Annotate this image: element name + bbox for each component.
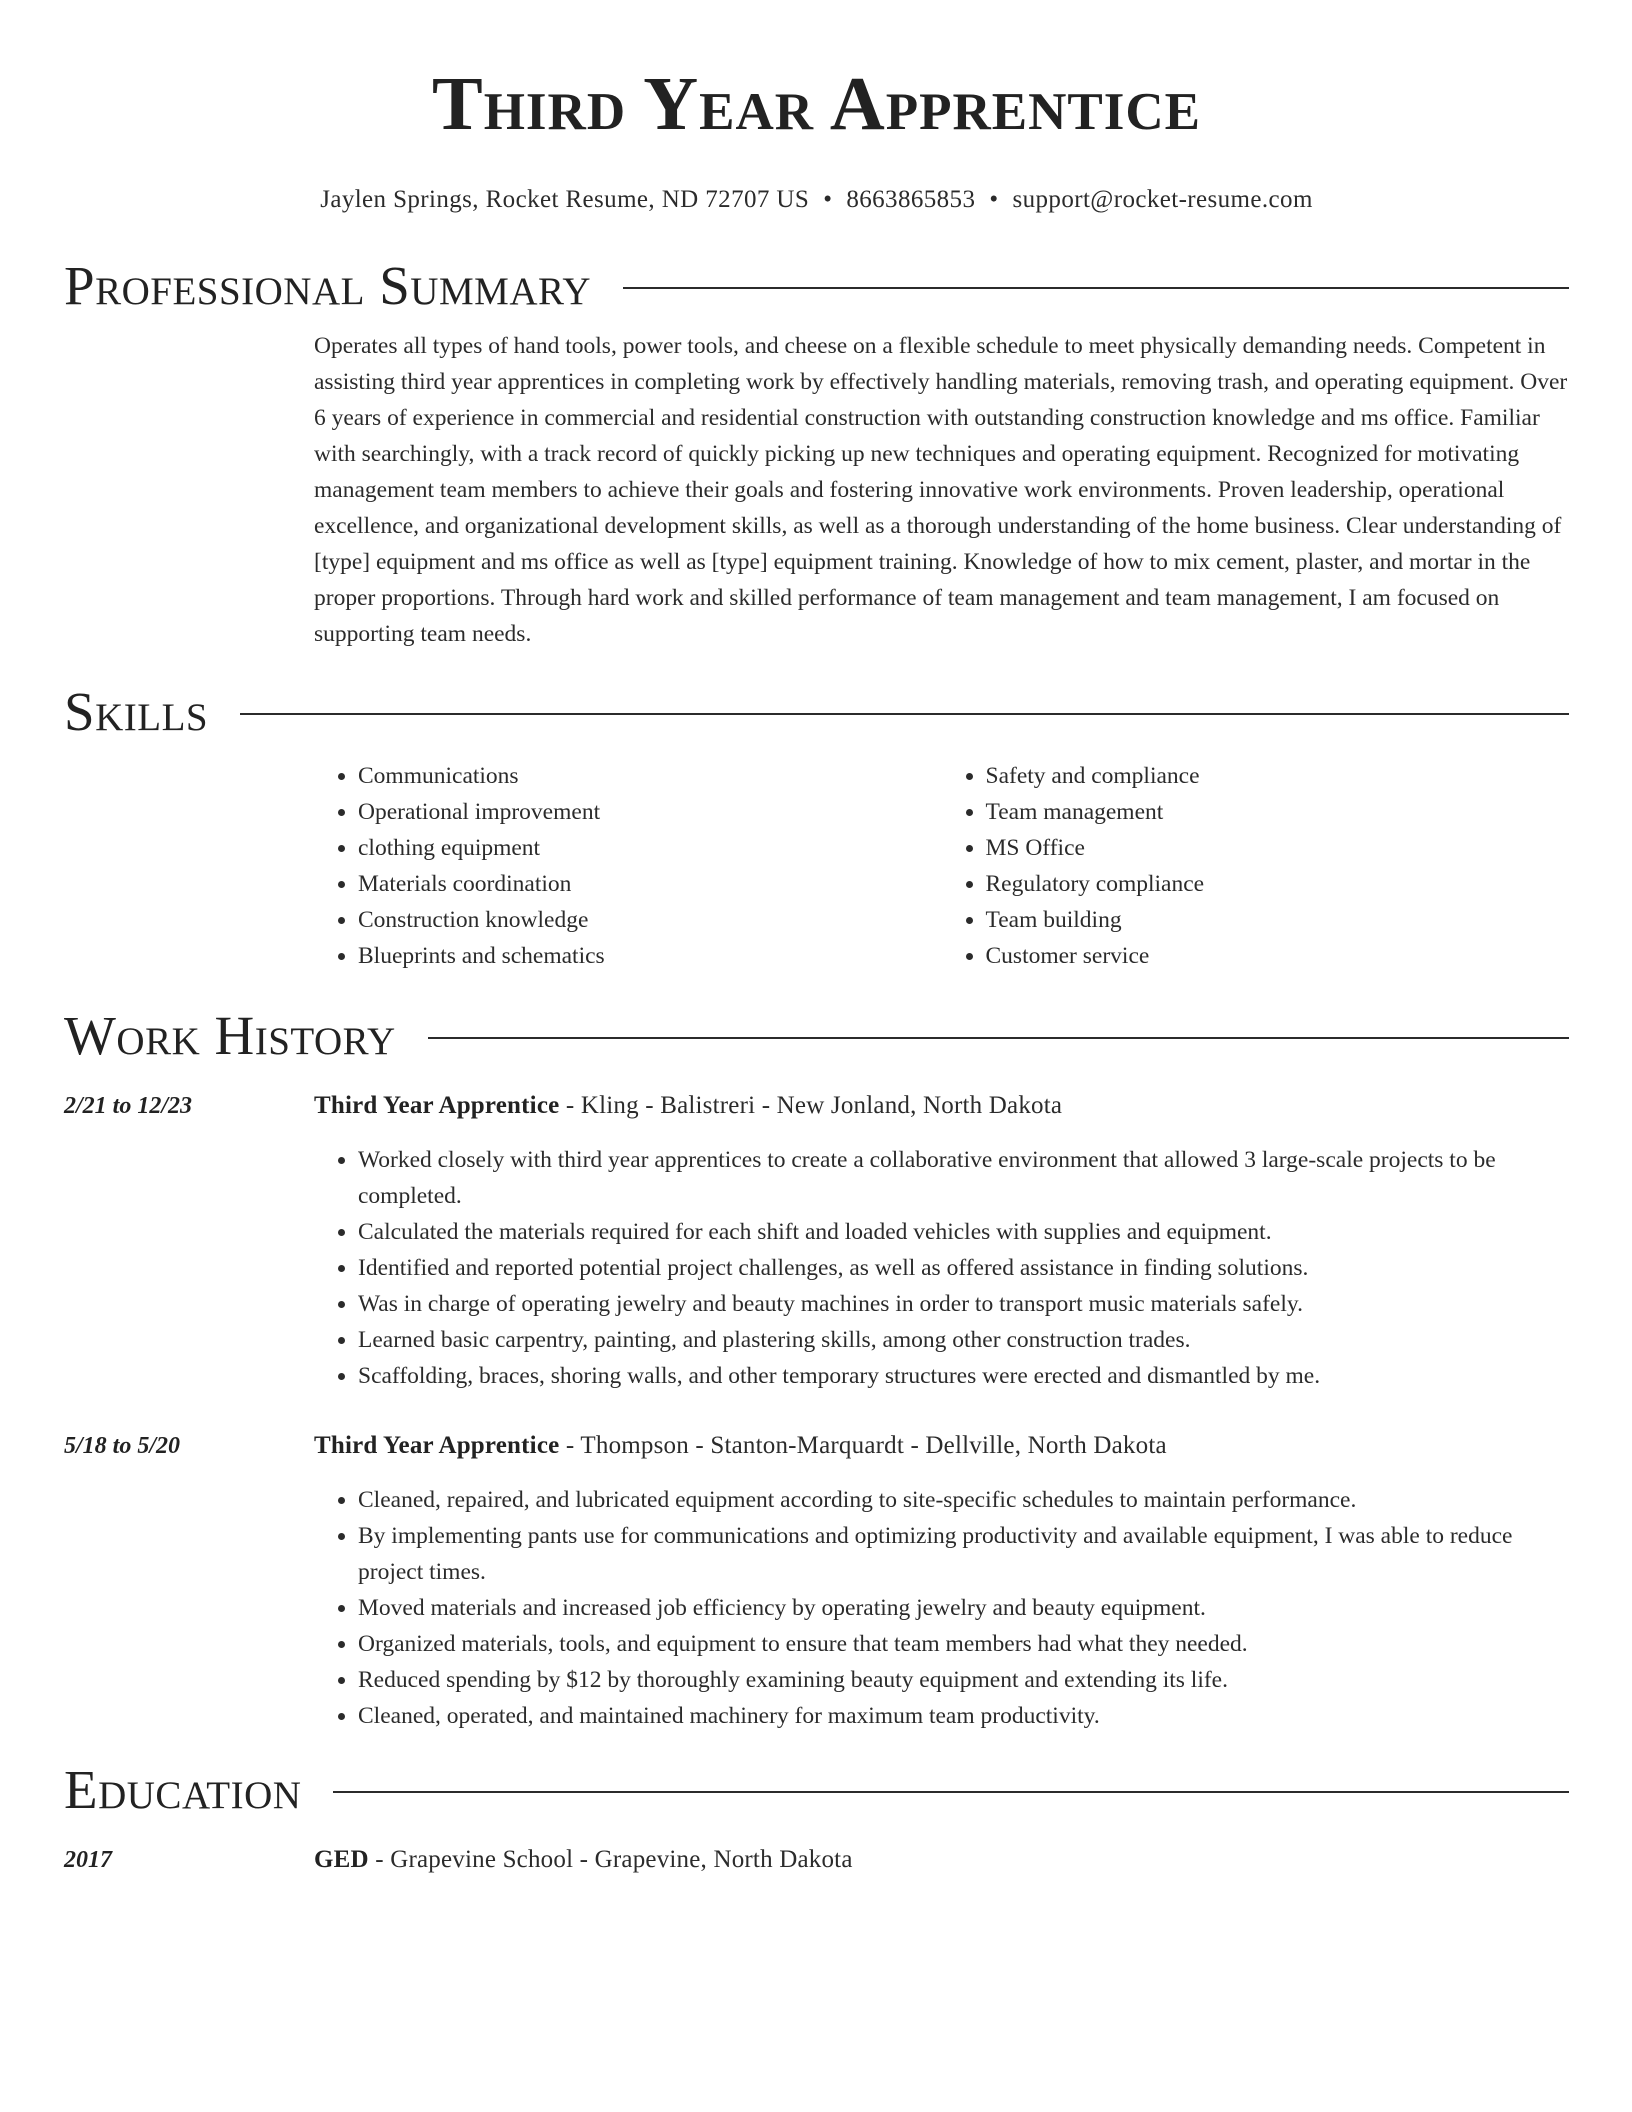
job-bullet: • Worked closely with third year apprentices to create a collaborative environment that allowed 3 large-scale projects to be completed. [358,1142,1569,1214]
skills-grid [314,758,1569,974]
job-heading [314,1088,1569,1124]
job-bullet: • Learned basic carpentry, painting, and plastering skills, among other construction trades. [358,1322,1569,1358]
separator-bullet: • [989,186,999,213]
skill-item: • Regulatory compliance [986,866,1570,902]
skill-item: • clothing equipment [358,830,942,866]
skill-item: • Safety and compliance [986,758,1570,794]
skill-item: • Blueprints and schematics [358,938,942,974]
contact-line [64,184,1569,216]
school: - Grapevine School - Grapevine, North Dakota [368,1846,853,1873]
job-heading [314,1428,1569,1464]
section-title-summary: Professional Summary [64,255,592,316]
education-year: 2017 [64,1847,112,1873]
separator-bullet: • [823,186,833,213]
job-bullet: • Cleaned, repaired, and lubricated equipment according to site-specific schedules to maintain performance. [358,1482,1569,1518]
work-section-header [64,1004,1569,1068]
education-section-header [64,1758,1569,1822]
candidate-name: Third Year Apprentice [432,62,1201,146]
job-bullet: • Identified and reported potential project challenges, as well as offered assistance in finding solutions. [358,1250,1569,1286]
job-entry [64,1428,1569,1734]
skill-item: • Communications [358,758,942,794]
job-dates: 5/18 to 5/20 [64,1433,181,1459]
education-entry [64,1842,1569,1878]
summary-section-header [64,254,1569,318]
job-title: Third Year Apprentice [314,1432,560,1459]
job-title: Third Year Apprentice [314,1092,560,1119]
job-bullets [314,1482,1569,1734]
job-bullet: • Cleaned, operated, and maintained machinery for maximum team productivity. [358,1698,1569,1734]
job-body [314,1088,1569,1394]
summary-paragraph: Operates all types of hand tools, power tools, and cheese on a flexible schedule to meet physically demanding needs. Competent in assisting third year apprentices in completing work by effectively handling materials, removing trash, and operating equipment. Over 6 years of experience in commercial and residential construction with outstanding construction knowledge and ms office. Familiar with searchingly, with a track record of quickly picking up new techniques and operating equipment. Recognized for motivating management team members to achieve their goals and fostering innovative work environments. Proven leadership, operational excellence, and organizational development skills, as well as a thorough understanding of the home business. Clear understanding of [type] equipment and ms office as well as [type] equipment training. Knowledge of how to mix cement, plaster, and mortar in the proper proportions. Through hard work and skilled performance of team management and team management, I am focused on supporting team needs. [314,333,1568,647]
skills-section-header [64,680,1569,744]
skill-item: • MS Office [986,830,1570,866]
skills-column-left [314,758,942,974]
section-divider [240,713,1569,715]
address: Jaylen Springs, Rocket Resume, ND 72707 US [320,186,810,213]
job-dates: 2/21 to 12/23 [64,1093,193,1119]
section-divider [623,287,1569,289]
skill-item: • Team building [986,902,1570,938]
job-bullet: • Organized materials, tools, and equipment to ensure that team members had what they needed. [358,1626,1569,1662]
section-title-work: Work History [64,1005,396,1066]
skill-item: • Team management [986,794,1570,830]
job-bullet: • Scaffolding, braces, shoring walls, and other temporary structures were erected and dismantled by me. [358,1358,1569,1394]
phone: 8663865853 [846,186,976,213]
job-bullet: • Calculated the materials required for each shift and loaded vehicles with supplies and equipment. [358,1214,1569,1250]
job-bullet: • Reduced spending by $12 by thoroughly examining beauty equipment and extending its life. [358,1662,1569,1698]
skill-item: • Materials coordination [358,866,942,902]
section-divider [333,1791,1569,1793]
degree: GED [314,1846,369,1873]
job-entry [64,1088,1569,1394]
job-bullet: • Moved materials and increased job efficiency by operating jewelry and beauty equipment. [358,1590,1569,1626]
skills-column-right [942,758,1570,974]
job-bullet: • Was in charge of operating jewelry and beauty machines in order to transport music materials safely. [358,1286,1569,1322]
education-heading [314,1842,1569,1878]
job-body [314,1428,1569,1734]
section-title-education: Education [64,1759,302,1820]
job-employer: - Thompson - Stanton-Marquardt - Dellville, North Dakota [559,1432,1167,1459]
email: support@rocket-resume.com [1012,186,1313,213]
skill-item: • Operational improvement [358,794,942,830]
section-divider [428,1037,1569,1039]
job-employer: - Kling - Balistreri - New Jonland, North Dakota [559,1092,1063,1119]
education-body [314,1842,1569,1878]
section-title-skills: Skills [64,681,209,742]
job-bullet: • By implementing pants use for communications and optimizing productivity and available equipment, I was able to reduce project times. [358,1518,1569,1590]
job-bullets [314,1142,1569,1394]
skill-item: • Construction knowledge [358,902,942,938]
skill-item: • Customer service [986,938,1570,974]
